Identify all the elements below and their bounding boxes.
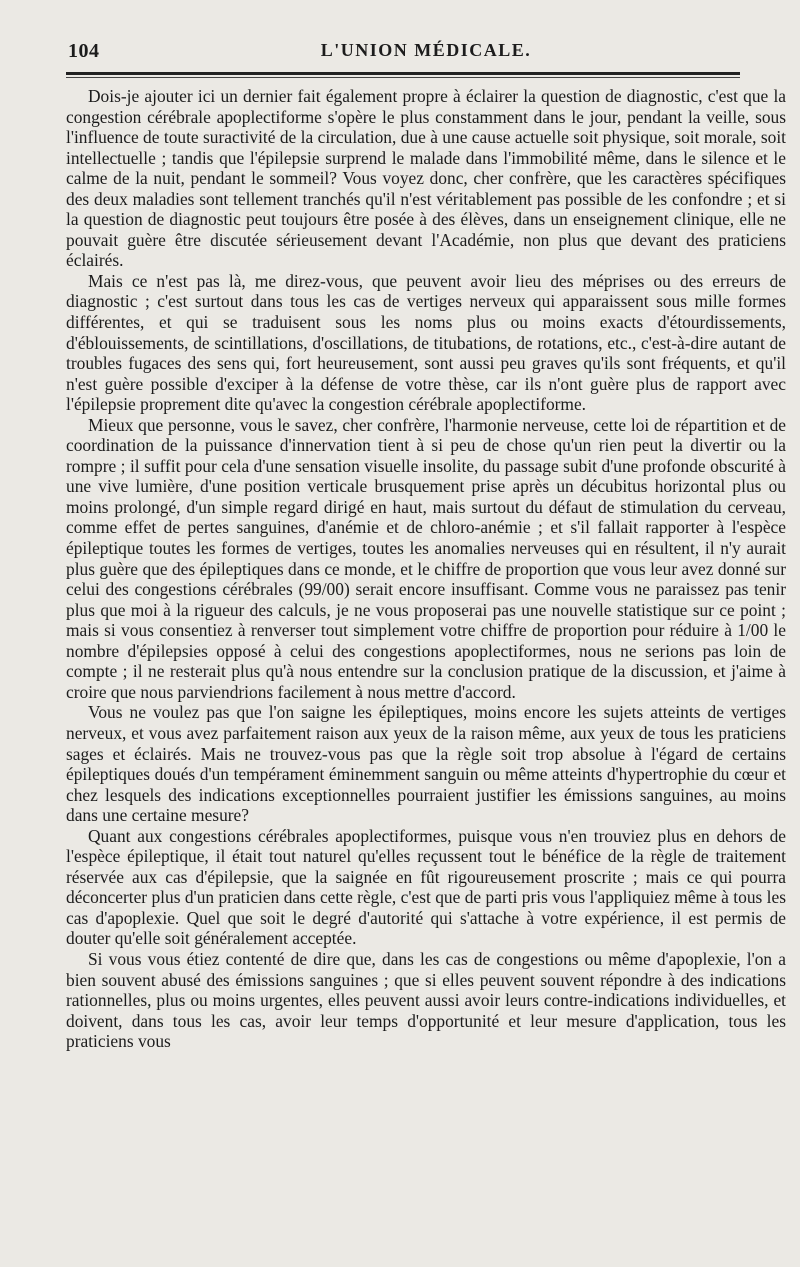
paragraph: Quant aux congestions cérébrales apoplectiformes, puisque vous n'en trouviez plus en dehors de l'espèce épileptique, il était tout naturel qu'elles reçussent tout le bénéfice de la règle de traitement réservée aux cas d'épilepsie, que la saignée en fût rigoureusement proscrite ; mais ce qui pourra déconcerter plus d'un praticien dans cette règle, c'est que de parti pris vous l'appliquiez même à tous les cas d'apoplexie. Quel que soit le degré d'autorité qui s'attache à votre expérience, il est permis de douter qu'elle soit généralement acceptée. xyxy=(66,825,786,949)
page-header xyxy=(66,38,786,64)
paragraph: Si vous vous étiez contenté de dire que, dans les cas de congestions ou même d'apoplexie, l'on a bien souvent abusé des émissions sanguines ; que si elles peuvent souvent répondre à des indications rationnelles, plus ou moins urgentes, elles peuvent aussi avoir leurs contre-indications individuelles, et doivent, dans tous les cas, avoir leur temps d'opportunité et leur mesure d'application, tous les praticiens vous xyxy=(66,948,786,1052)
paragraph: Mieux que personne, vous le savez, cher confrère, l'harmonie nerveuse, cette loi de répartition et de coordination de la puissance d'innervation tient à si peu de chose qu'un rien peut la divertir ou la rompre ; il suffit pour cela d'une sensation visuelle insolite, du passage subit d'une profonde obscurité à une vive lumière, d'une position verticale brusquement prise après un décubitus horizontal plus ou moins prolongé, d'un simple regard dirigé en haut, mais surtout du défaut de stimulation du cerveau, comme effet de pertes sanguines, d'anémie et de chloro-anémie ; et s'il fallait rapporter à l'espèce épileptique toutes les formes de vertiges, toutes les anomalies nerveuses qui en résultent, il n'y aurait plus guère que des épileptiques dans ce monde, et le chiffre de proportion que vous leur avez donné sur celui des congestions cérébrales (99/00) serait encore insuffisant. Comme vous ne paraissez pas tenir plus que moi à la rigueur des calculs, je ne vous proposerai pas une nouvelle statistique sur ce point ; mais si vous consentiez à renverser tout simplement votre chiffre de proportion pour réduire à 1/00 le nombre d'épilepsies opposé à celui des congestions apoplectiformes, nous ne serions pas loin de compte ; il ne resterait plus qu'à nous entendre sur la conclusion pratique de la discussion, et j'aime à croire que nous parviendrions facilement à nous mettre d'accord. xyxy=(66,414,786,702)
article-body xyxy=(66,86,786,1052)
header-rule-thin xyxy=(66,77,740,78)
paragraph: Dois-je ajouter ici un dernier fait également propre à éclairer la question de diagnostic, c'est que la congestion cérébrale apoplectiforme s'opère le plus constamment dans le jour, pendant la veille, sous l'influence de toute suractivité de la circulation, due à une cause actuelle soit physique, soit morale, soit intellectuelle ; tandis que l'épilepsie surprend le malade dans l'immobilité même, dans le silence et le calme de la nuit, pendant le sommeil? Vous voyez donc, cher confrère, que les caractères spécifiques des deux maladies sont tellement tranchés qu'il n'est véritablement pas possible de les confondre ; et si la question de diagnostic peut toujours être posée à des élèves, dans un enseignement clinique, elle ne pouvait guère être discutée sérieusement devant l'Académie, non plus que devant des praticiens éclairés. xyxy=(66,86,786,271)
paragraph: Mais ce n'est pas là, me direz-vous, que peuvent avoir lieu des méprises ou des erreurs de diagnostic ; c'est surtout dans tous les cas de vertiges nerveux qui apparaissent sous mille formes différentes, et qui se traduisent sous les noms plus ou moins exacts d'étourdissements, d'éblouissements, de scintillations, d'oscillations, de titubations, de rotations, etc., c'est-à-dire autant de troubles fugaces des sens qui, fort heureusement, sont aussi peu graves qu'ils sont fréquents, et qu'il n'est guère possible d'exciper à la défense de votre thèse, car ils n'ont guère plus de rapport avec l'épilepsie proprement dite qu'avec la congestion cérébrale apoplectiforme. xyxy=(66,270,786,415)
page-number: 104 xyxy=(68,40,100,62)
running-title: L'UNION MÉDICALE. xyxy=(320,40,532,60)
header-rule xyxy=(66,72,740,75)
paragraph: Vous ne voulez pas que l'on saigne les épileptiques, moins encore les sujets atteints de vertiges nerveux, et vous avez parfaitement raison aux yeux de la raison même, aux yeux de tous les praticiens sages et éclairés. Mais ne trouvez-vous pas que la règle soit trop absolue à l'égard de certains épileptiques doués d'un tempérament éminemment sanguin ou même atteints d'hypertrophie du cœur et chez lesquels des indications exceptionnelles pourraient justifier les émissions sanguines, au moins dans une certaine mesure? xyxy=(66,702,786,826)
